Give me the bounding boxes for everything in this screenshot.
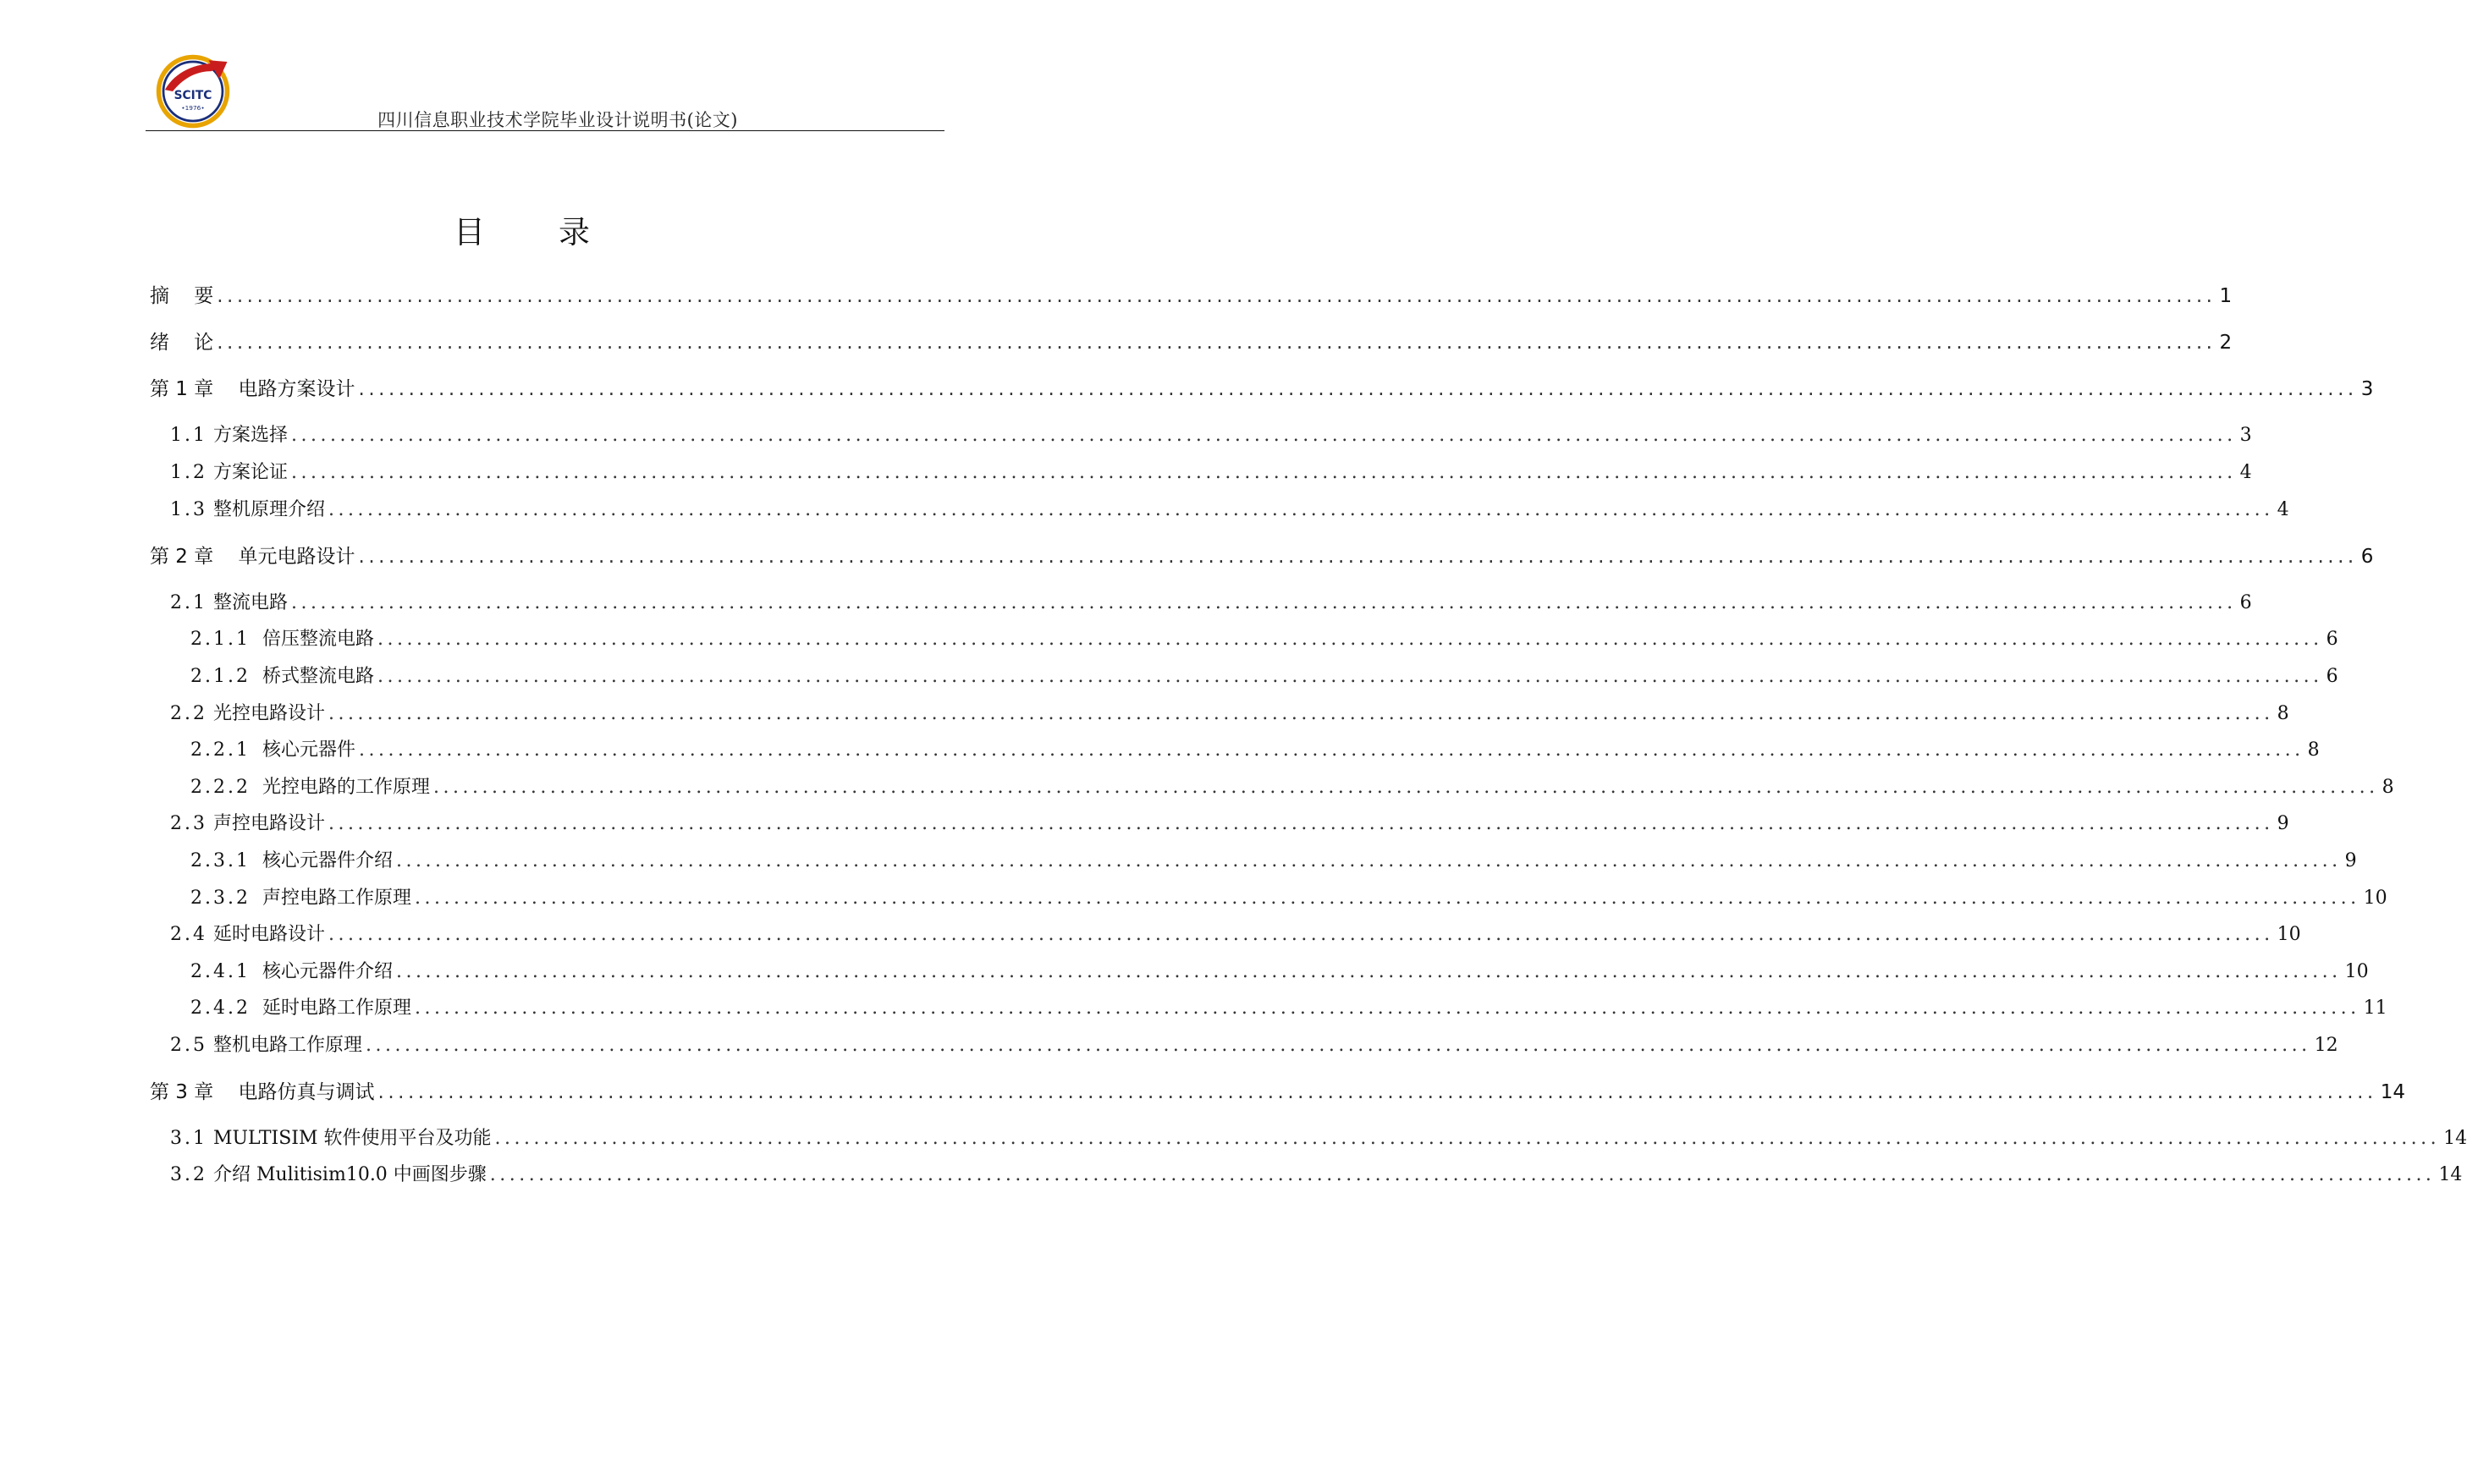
toc-page-number: 10 — [2363, 888, 2387, 909]
toc-dot-leader: ........................................................................................................................................................................................................ — [328, 813, 2274, 834]
toc-entry[interactable] — [190, 736, 2320, 765]
toc-entry-number: 2.5 — [170, 1035, 207, 1056]
toc-dot-leader: ........................................................................................................................................................................................................ — [377, 666, 2323, 687]
toc-entry[interactable] — [170, 1031, 2338, 1060]
toc-entry-title: 绪 论 — [150, 332, 214, 354]
toc-entry-number: 2.3.2 — [190, 888, 251, 909]
toc-page-number: 14 — [2438, 1164, 2463, 1185]
toc-entry[interactable] — [190, 662, 2338, 691]
toc-page-number: 11 — [2363, 998, 2387, 1019]
toc-entry-number: 第 1 章 — [150, 378, 214, 400]
toc-page-number: 12 — [2314, 1035, 2338, 1056]
svg-text:SCITC: SCITC — [173, 89, 212, 103]
toc-entry-number: 2.4.2 — [190, 998, 251, 1019]
toc-entry-number: 2.4 — [170, 924, 207, 945]
toc-entry-title: 桥式整流电路 — [250, 666, 374, 687]
toc-entry[interactable] — [170, 700, 2289, 728]
toc-dot-leader: ........................................................................................................................................................................................................ — [291, 592, 2237, 613]
toc-entry[interactable] — [170, 921, 2301, 949]
toc-entry-title: MULTISIM 软件使用平台及功能 — [207, 1128, 492, 1149]
toc-page-number: 4 — [2277, 499, 2289, 520]
toc-entry-title: 方案论证 — [207, 462, 288, 483]
toc-entry-number: 3.1 — [170, 1128, 207, 1149]
toc-entry[interactable] — [170, 459, 2252, 487]
toc-entry-title: 单元电路设计 — [213, 546, 355, 568]
toc-dot-leader: ........................................................................................................................................................................................................ — [395, 961, 2342, 982]
toc-entry-title: 核心元器件介绍 — [250, 961, 393, 982]
header-title: 四川信息职业技术学院毕业设计说明书(论文) — [377, 110, 738, 130]
school-logo — [154, 52, 232, 130]
toc-dot-leader: ........................................................................................................................................................................................................ — [432, 777, 2379, 798]
toc-entry-title: 摘 要 — [150, 285, 214, 307]
toc-dot-leader: ........................................................................................................................................................................................................ — [328, 703, 2274, 724]
toc-entry-title: 核心元器件 — [250, 739, 355, 761]
toc-page-number: 9 — [2344, 850, 2357, 871]
toc-entry-number: 2.3 — [170, 813, 207, 834]
toc-page-number: 9 — [2277, 813, 2289, 834]
toc-dot-leader: ........................................................................................................................................................................................................ — [291, 425, 2237, 446]
toc-entry[interactable] — [190, 847, 2357, 876]
toc-dot-leader: ........................................................................................................................................................................................................ — [414, 888, 2360, 909]
toc-entry-number: 2.1 — [170, 592, 207, 613]
toc-dot-leader: ........................................................................................................................................................................................................ — [358, 739, 2305, 761]
toc-dot-leader: ........................................................................................................................................................................................................ — [377, 629, 2323, 650]
toc-entry-number: 2.1.1 — [190, 629, 251, 650]
header-rule — [146, 130, 944, 131]
toc-page-number: 8 — [2307, 739, 2320, 761]
toc-entry-title: 介绍 Mulitisim10.0 中画图步骤 — [207, 1164, 487, 1185]
toc-entry-number: 3.2 — [170, 1164, 207, 1185]
toc-entry-title: 电路方案设计 — [213, 378, 355, 400]
toc-dot-leader: ........................................................................................................................................................................................................ — [366, 1035, 2311, 1056]
toc-entry-number: 2.4.1 — [190, 961, 251, 982]
toc-page-number: 14 — [2443, 1128, 2467, 1149]
toc-entry-title: 倍压整流电路 — [250, 629, 374, 650]
toc-entry[interactable] — [170, 589, 2252, 618]
toc-entry-number: 2.3.1 — [190, 850, 251, 871]
toc-entry-number: 第 3 章 — [150, 1081, 214, 1103]
toc-dot-leader: ........................................................................................................................................................................................................ — [489, 1164, 2436, 1185]
toc-page-number: 10 — [2344, 961, 2369, 982]
toc-entry-title: 整流电路 — [207, 592, 288, 613]
toc-entry[interactable] — [190, 994, 2387, 1023]
toc-title: 目 录 — [453, 214, 597, 250]
toc-entry-title: 电路仿真与调试 — [213, 1081, 375, 1103]
toc-dot-leader: ........................................................................................................................................................................................................ — [358, 378, 2358, 400]
toc-entry[interactable] — [170, 496, 2289, 525]
toc-dot-leader: ........................................................................................................................................................................................................ — [494, 1128, 2441, 1149]
toc-entry-title: 光控电路设计 — [207, 703, 325, 724]
toc-entry-number: 第 2 章 — [150, 546, 214, 568]
toc-page-number: 10 — [2277, 924, 2301, 945]
toc-entry-number: 2.1.2 — [190, 666, 251, 687]
toc-entry-title: 延时电路工作原理 — [250, 998, 411, 1019]
toc-entry-number: 2.2 — [170, 703, 207, 724]
toc-page-number: 4 — [2239, 462, 2252, 483]
toc-dot-leader: ........................................................................................................................................................................................................ — [217, 332, 2216, 354]
toc-entry-number: 1.3 — [170, 499, 207, 520]
toc-page-number: 14 — [2380, 1081, 2406, 1103]
toc-entry-title: 方案选择 — [207, 425, 288, 446]
toc-page-number: 1 — [2219, 285, 2233, 307]
toc-entry[interactable] — [190, 625, 2338, 654]
toc-entry-title: 声控电路工作原理 — [250, 888, 411, 909]
toc-entry[interactable] — [150, 542, 2374, 571]
toc-entry[interactable] — [150, 375, 2374, 404]
toc-page-number: 8 — [2277, 703, 2289, 724]
svg-text:•1976•: •1976• — [181, 104, 205, 113]
toc-page-number: 2 — [2219, 332, 2233, 354]
toc-entry-title: 核心元器件介绍 — [250, 850, 393, 871]
toc-dot-leader: ........................................................................................................................................................................................................ — [328, 924, 2274, 945]
toc-dot-leader: ........................................................................................................................................................................................................ — [328, 499, 2274, 520]
toc-entry-number: 2.2.2 — [190, 777, 251, 798]
toc-entry[interactable] — [190, 884, 2387, 913]
toc-dot-leader: ........................................................................................................................................................................................................ — [414, 998, 2360, 1019]
toc-entry[interactable] — [150, 328, 2233, 357]
toc-entry-number: 1.1 — [170, 425, 207, 446]
toc-entry[interactable] — [190, 958, 2369, 987]
toc-entry[interactable] — [150, 1078, 2406, 1107]
toc-page-number: 3 — [2360, 378, 2374, 400]
toc-dot-leader: ........................................................................................................................................................................................................ — [395, 850, 2342, 871]
toc-entry-number: 1.2 — [170, 462, 207, 483]
page-header — [146, 51, 944, 132]
toc-page-number: 3 — [2239, 425, 2252, 446]
toc-dot-leader: ........................................................................................................................................................................................................ — [291, 462, 2237, 483]
toc-entry[interactable] — [170, 1124, 2467, 1153]
toc-page-number: 6 — [2239, 592, 2252, 613]
toc-page-number: 8 — [2382, 777, 2394, 798]
toc-page-number: 6 — [2326, 629, 2338, 650]
toc-entry-title: 整机电路工作原理 — [207, 1035, 362, 1056]
toc-page-number: 6 — [2326, 666, 2338, 687]
toc-entry-title: 延时电路设计 — [207, 924, 325, 945]
toc-dot-leader: ........................................................................................................................................................................................................ — [217, 285, 2216, 307]
toc-entry[interactable] — [170, 810, 2289, 838]
toc-entry-title: 光控电路的工作原理 — [250, 777, 430, 798]
toc-dot-leader: ........................................................................................................................................................................................................ — [358, 546, 2358, 568]
toc-entry[interactable] — [190, 773, 2394, 802]
toc-entry-title: 整机原理介绍 — [207, 499, 325, 520]
toc-page-number: 6 — [2360, 546, 2374, 568]
toc-dot-leader: ........................................................................................................................................................................................................ — [377, 1081, 2377, 1103]
toc-entry-number: 2.2.1 — [190, 739, 251, 761]
toc-entry[interactable] — [170, 1161, 2463, 1190]
toc-entry-title: 声控电路设计 — [207, 813, 325, 834]
toc-entry[interactable] — [170, 421, 2252, 450]
toc-entry[interactable] — [150, 282, 2233, 311]
